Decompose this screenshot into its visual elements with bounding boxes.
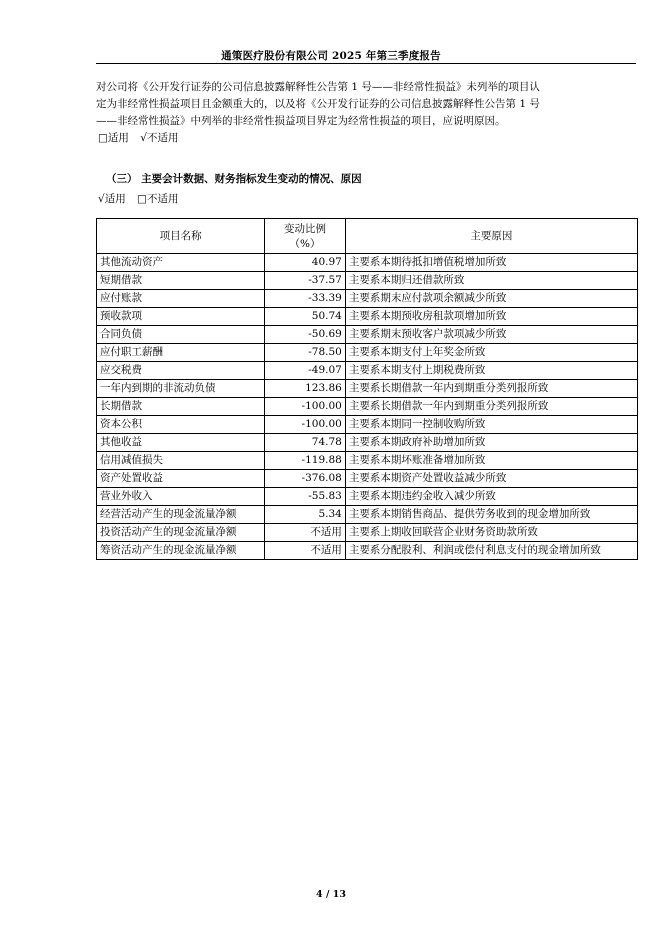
table-row bbox=[97, 254, 638, 272]
cell-item-name: 资本公积 bbox=[97, 416, 265, 434]
table-row bbox=[97, 542, 638, 560]
intro-line: 定为非经常性损益项目且金额重大的，以及将《公开发行证券的公司信息披露解释性公告第 1 号 bbox=[96, 98, 540, 110]
intro-line: 对公司将《公开发行证券的公司信息披露解释性公告第 1 号——非经常性损益》未列举的项目认 bbox=[96, 81, 540, 93]
table-row bbox=[97, 308, 638, 326]
cell-item-name: 经营活动产生的现金流量净额 bbox=[97, 506, 265, 524]
cell-item-name: 应付职工薪酬 bbox=[97, 344, 265, 362]
header-ratio-line1: 变动比例 bbox=[284, 222, 327, 235]
cell-main-reason: 主要系本期违约金收入减少所致 bbox=[345, 488, 637, 506]
section-applicability-options bbox=[98, 191, 186, 206]
section-title: （三） 主要会计数据、财务指标发生变动的情况、原因 bbox=[106, 173, 362, 185]
intro-line: ——非经常性损益》中列举的非经常性损益项目界定为经常性损益的项目，应说明原因。 bbox=[96, 115, 506, 127]
table-row bbox=[97, 272, 638, 290]
change-reasons-table bbox=[96, 218, 638, 560]
cell-main-reason: 主要系长期借款一年内到期重分类列报所致 bbox=[345, 380, 637, 398]
cell-item-name: 预收款项 bbox=[97, 308, 265, 326]
table-row bbox=[97, 344, 638, 362]
cell-item-name: 合同负债 bbox=[97, 326, 265, 344]
cell-change-ratio: 50.74 bbox=[265, 308, 346, 326]
table-row bbox=[97, 326, 638, 344]
cell-item-name: 其他收益 bbox=[97, 434, 265, 452]
table-row bbox=[97, 470, 638, 488]
cell-item-name: 短期借款 bbox=[97, 272, 265, 290]
table-row bbox=[97, 416, 638, 434]
cell-main-reason: 主要系本期同一控制收购所致 bbox=[345, 416, 637, 434]
table-row bbox=[97, 380, 638, 398]
table-row bbox=[97, 398, 638, 416]
cell-item-name: 信用减值损失 bbox=[97, 452, 265, 470]
cell-main-reason: 主要系期末预收客户款项减少所致 bbox=[345, 326, 637, 344]
cell-change-ratio: 5.34 bbox=[265, 506, 346, 524]
cell-main-reason: 主要系本期预收房租款项增加所致 bbox=[345, 308, 637, 326]
cell-change-ratio: 不适用 bbox=[265, 542, 346, 560]
cell-main-reason: 主要系本期支付上期税费所致 bbox=[345, 362, 637, 380]
cell-change-ratio: 74.78 bbox=[265, 434, 346, 452]
cell-change-ratio: -100.00 bbox=[265, 398, 346, 416]
cell-item-name: 一年内到期的非流动负债 bbox=[97, 380, 265, 398]
table-row bbox=[97, 506, 638, 524]
cell-item-name: 长期借款 bbox=[97, 398, 265, 416]
cell-main-reason: 主要系期末应付款项余额减少所致 bbox=[345, 290, 637, 308]
cell-change-ratio: -376.08 bbox=[265, 470, 346, 488]
cell-main-reason: 主要系本期资产处置收益减少所致 bbox=[345, 470, 637, 488]
cell-main-reason: 主要系本期销售商品、提供劳务收到的现金增加所致 bbox=[345, 506, 637, 524]
option-not-applicable: √不适用 bbox=[140, 132, 179, 144]
cell-change-ratio: 123.86 bbox=[265, 380, 346, 398]
option-not-applicable: □不适用 bbox=[137, 193, 179, 205]
cell-main-reason: 主要系本期待抵扣增值税增加所致 bbox=[345, 254, 637, 272]
page-number: 4 / 13 bbox=[316, 889, 346, 900]
cell-main-reason: 主要系分配股利、利润或偿付利息支付的现金增加所致 bbox=[345, 542, 637, 560]
table-row bbox=[97, 290, 638, 308]
cell-change-ratio: -55.83 bbox=[265, 488, 346, 506]
cell-main-reason: 主要系本期支付上年奖金所致 bbox=[345, 344, 637, 362]
cell-main-reason: 主要系上期收回联营企业财务资助款所致 bbox=[345, 524, 637, 542]
cell-change-ratio: 不适用 bbox=[265, 524, 346, 542]
option-applicable: □适用 bbox=[98, 132, 129, 144]
header-ratio-line2: （%） bbox=[289, 237, 321, 250]
header-item-name: 项目名称 bbox=[97, 219, 265, 254]
cell-change-ratio: -33.39 bbox=[265, 290, 346, 308]
header-change-ratio bbox=[265, 219, 346, 254]
cell-change-ratio: -50.69 bbox=[265, 326, 346, 344]
cell-main-reason: 主要系本期政府补助增加所致 bbox=[345, 434, 637, 452]
cell-item-name: 其他流动资产 bbox=[97, 254, 265, 272]
cell-item-name: 应交税费 bbox=[97, 362, 265, 380]
cell-item-name: 投资活动产生的现金流量净额 bbox=[97, 524, 265, 542]
option-applicable: √适用 bbox=[98, 193, 126, 205]
cell-change-ratio: -78.50 bbox=[265, 344, 346, 362]
intro-applicability-options bbox=[98, 130, 186, 145]
header-main-reason: 主要原因 bbox=[345, 219, 637, 254]
report-header-title: 通策医疗股份有限公司 2025 年第三季度报告 bbox=[221, 50, 441, 62]
cell-main-reason: 主要系长期借款一年内到期重分类列报所致 bbox=[345, 398, 637, 416]
cell-change-ratio: -37.57 bbox=[265, 272, 346, 290]
cell-change-ratio: -49.07 bbox=[265, 362, 346, 380]
cell-main-reason: 主要系本期坏账准备增加所致 bbox=[345, 452, 637, 470]
intro-paragraph bbox=[96, 79, 644, 130]
table-row bbox=[97, 362, 638, 380]
cell-change-ratio: 40.97 bbox=[265, 254, 346, 272]
cell-change-ratio: -100.00 bbox=[265, 416, 346, 434]
table-row bbox=[97, 434, 638, 452]
cell-main-reason: 主要系本期归还借款所致 bbox=[345, 272, 637, 290]
cell-item-name: 应付账款 bbox=[97, 290, 265, 308]
cell-item-name: 资产处置收益 bbox=[97, 470, 265, 488]
header-divider bbox=[96, 63, 636, 64]
table-row bbox=[97, 488, 638, 506]
cell-change-ratio: -119.88 bbox=[265, 452, 346, 470]
cell-item-name: 筹资活动产生的现金流量净额 bbox=[97, 542, 265, 560]
cell-item-name: 营业外收入 bbox=[97, 488, 265, 506]
table-row bbox=[97, 452, 638, 470]
table-header-row bbox=[97, 219, 638, 254]
table-row bbox=[97, 524, 638, 542]
